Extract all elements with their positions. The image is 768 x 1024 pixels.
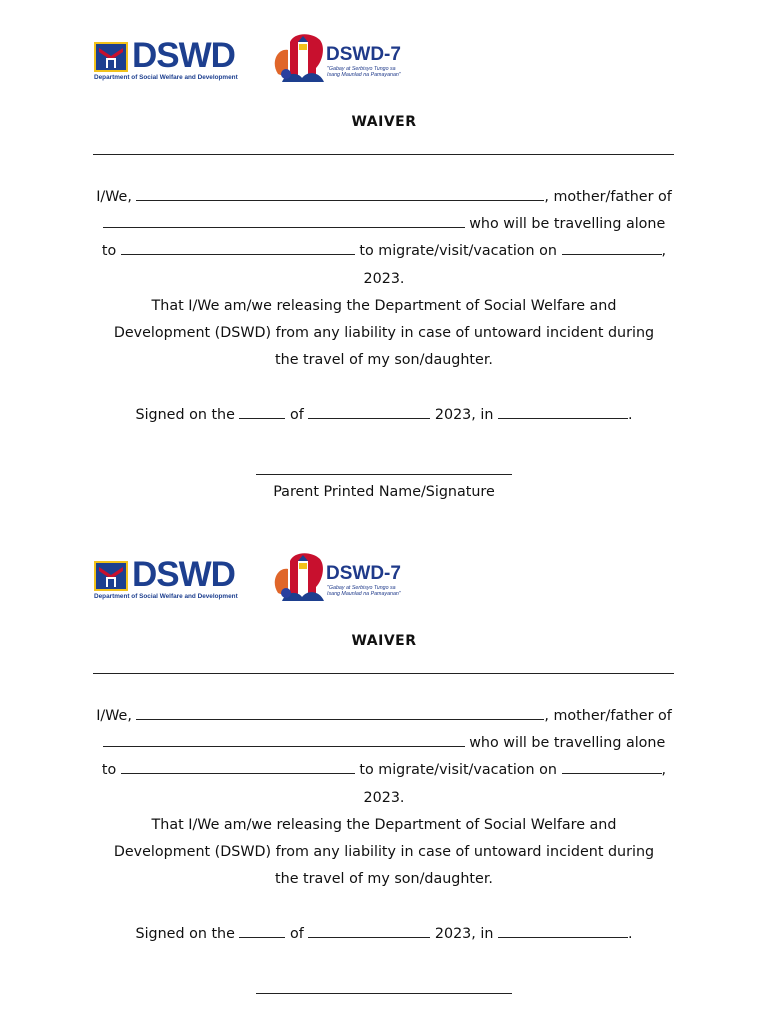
text-travelling-alone: who will be travelling alone [464,216,666,233]
dswd7-heart-lighthouse-icon [272,32,326,84]
signed-place-blank[interactable] [498,922,628,938]
destination-blank[interactable] [121,239,355,255]
release-line-1: That I/We am/we releasing the Department of Social Welfare and [151,297,617,314]
signed-day-blank[interactable] [239,922,285,938]
destination-blank[interactable] [121,758,355,774]
destination-line [88,238,680,265]
text-period: . [627,925,633,942]
text-to: to [101,762,121,779]
parent-name-blank[interactable] [136,185,544,201]
logo-row [0,32,768,92]
year-line: 2023. [363,789,405,806]
dswd7-tagline [327,585,401,598]
release-line-3: the travel of my son/daughter. [275,352,493,369]
year-line: 2023. [363,270,405,287]
text-iwe: I/We, [96,708,137,724]
header-divider [93,154,674,155]
signed-line [88,921,680,948]
dswd-logo [94,555,244,603]
dswd7-tagline [327,66,401,79]
text-migrate-visit-vacation: to migrate/visit/vacation on [354,762,562,779]
travel-date-blank[interactable] [562,758,662,774]
logo-row [0,551,768,611]
text-of: of [285,925,309,942]
text-signed-on-the: Signed on the [135,925,240,942]
dswd7-tagline-line-1: "Gabay at Serbisyo Tungo sa [327,585,396,591]
signed-line [88,402,680,429]
text-iwe: I/We, [96,189,137,205]
text-2023-in: 2023, in [430,406,498,423]
text-comma: , [661,762,667,779]
dswd-wordmark: DSWD [132,36,235,75]
waiver-form-2 [0,551,768,1024]
dswd-emblem-icon [94,561,128,591]
release-line-2: Development (DSWD) from any liability in case of untoward incident during [113,325,655,342]
text-travelling-alone: who will be travelling alone [464,735,666,752]
travel-date-blank[interactable] [562,239,662,255]
release-line-1: That I/We am/we releasing the Department of Social Welfare and [151,816,617,833]
dswd-subtitle: Department of Social Welfare and Development [94,593,238,600]
destination-line [88,757,680,784]
parent-line [88,184,680,211]
signed-month-blank[interactable] [308,403,430,419]
header-divider [93,673,674,674]
text-migrate-visit-vacation: to migrate/visit/vacation on [354,243,562,260]
dswd-wordmark: DSWD [132,555,235,594]
dswd-logo [94,36,244,84]
text-2023-in: 2023, in [430,925,498,942]
dswd7-wordmark: DSWD-7 [326,44,401,65]
text-signed-on-the: Signed on the [135,406,240,423]
dswd7-tagline-line-1: "Gabay at Serbisyo Tungo sa [327,66,396,72]
child-line [88,730,680,757]
release-line-3: the travel of my son/daughter. [275,871,493,888]
waiver-title: WAIVER [351,633,417,649]
signed-month-blank[interactable] [308,922,430,938]
spacer [88,374,680,401]
parent-line [88,703,680,730]
signature-label: Parent Printed Name/Signature [273,484,495,500]
child-name-blank[interactable] [103,731,465,747]
waiver-title: WAIVER [351,114,417,130]
signature-line[interactable] [256,474,512,475]
dswd7-logo [272,32,422,88]
child-line [88,211,680,238]
release-line-2: Development (DSWD) from any liability in case of untoward incident during [113,844,655,861]
signed-day-blank[interactable] [239,403,285,419]
text-period: . [627,406,633,423]
dswd7-heart-lighthouse-icon [272,551,326,603]
dswd7-tagline-line-2: Isang Maunlad na Pamayanan" [327,591,401,598]
dswd7-tagline-line-2: Isang Maunlad na Pamayanan" [327,72,401,79]
child-name-blank[interactable] [103,212,465,228]
dswd7-logo [272,551,422,607]
spacer [88,893,680,920]
text-of: of [285,406,309,423]
waiver-body [88,184,680,429]
waiver-body [88,703,680,948]
waiver-form-1 [0,32,768,522]
signature-line[interactable] [256,993,512,994]
text-to: to [101,243,121,260]
text-mother-father-of: , mother/father of [544,189,672,205]
dswd7-wordmark: DSWD-7 [326,563,401,584]
text-mother-father-of: , mother/father of [544,708,672,724]
text-comma: , [661,243,667,260]
parent-name-blank[interactable] [136,704,544,720]
dswd-subtitle: Department of Social Welfare and Development [94,74,238,81]
dswd-emblem-icon [94,42,128,72]
signed-place-blank[interactable] [498,403,628,419]
